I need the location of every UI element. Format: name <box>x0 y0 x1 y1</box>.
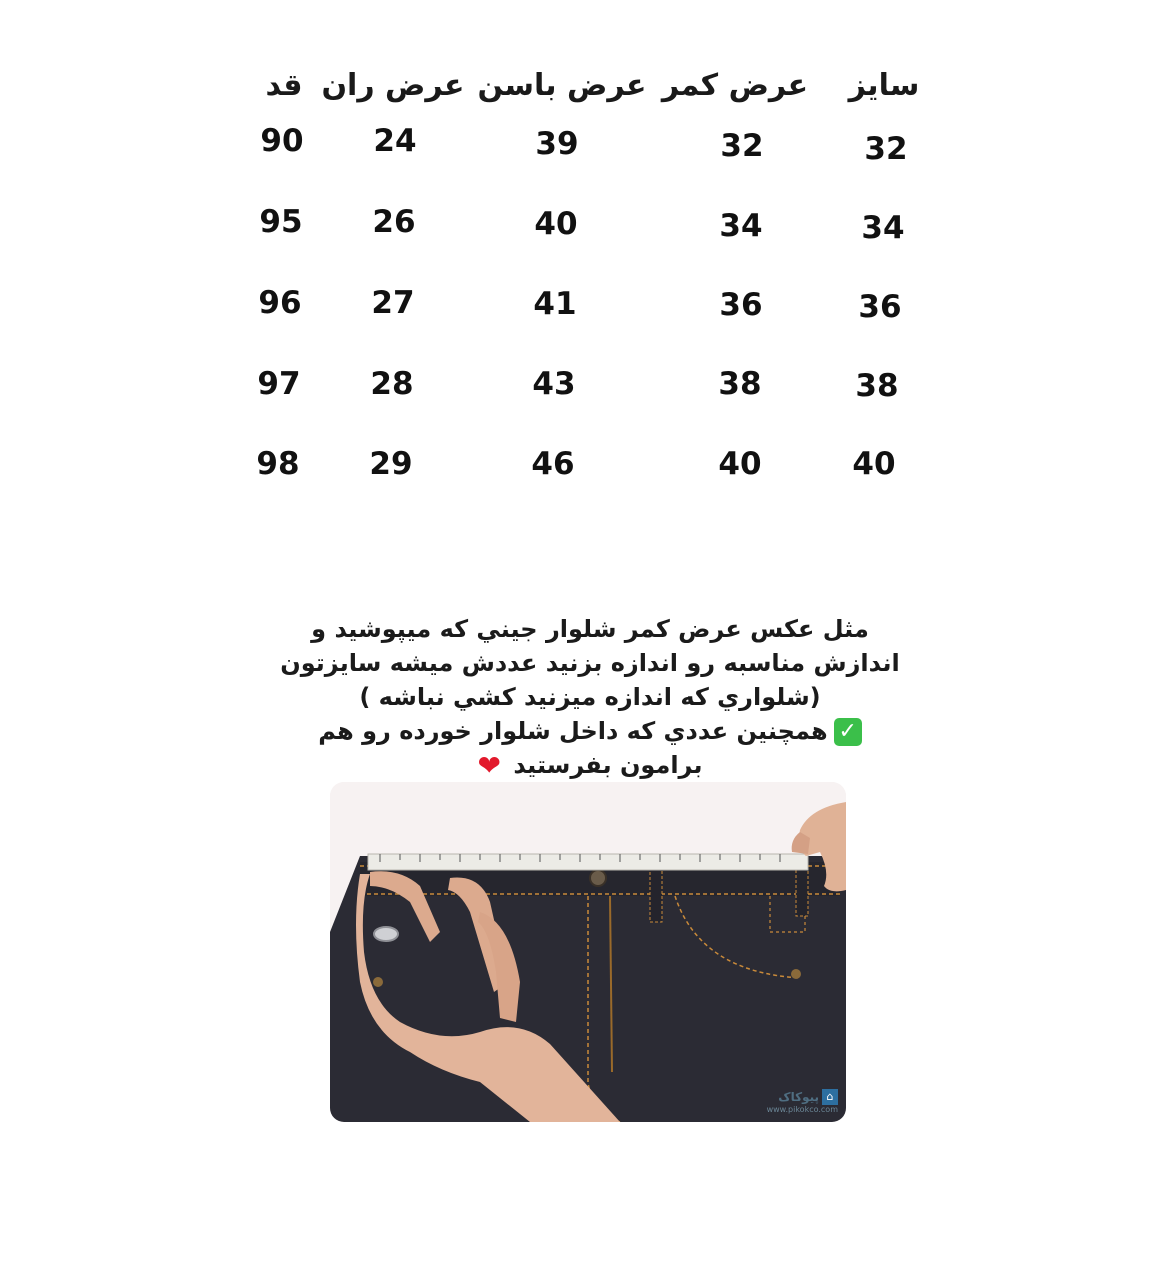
instruction-text: برامون بفرستيد <box>513 751 703 779</box>
cell-hip: 39 <box>535 126 579 162</box>
header-thigh: عرض ران <box>321 68 465 103</box>
measurement-instructions <box>235 612 945 783</box>
cell-length: 95 <box>259 204 303 240</box>
cell-thigh: 28 <box>370 366 414 402</box>
instruction-line: (شلواري كه اندازه ميزنيد كشي نباشه ) <box>359 683 821 711</box>
check-mark-button-icon: ✓ <box>834 718 862 746</box>
cell-waist: 40 <box>718 446 762 482</box>
cell-waist: 34 <box>719 208 763 244</box>
cell-hip: 43 <box>532 366 576 402</box>
brand-logo-icon: ⌂ <box>822 1089 838 1105</box>
cell-hip: 46 <box>531 446 575 482</box>
brand-url: www.pikokco.com <box>766 1105 838 1114</box>
cell-hip: 40 <box>534 206 578 242</box>
cell-thigh: 27 <box>371 285 415 321</box>
cell-waist: 38 <box>718 366 762 402</box>
cell-waist: 32 <box>720 128 764 164</box>
instruction-line: اندازش مناسبه رو اندازه بزنيد عددش ميشه سايزتون <box>280 649 900 677</box>
cell-thigh: 29 <box>369 446 413 482</box>
instruction-line <box>235 748 945 783</box>
header-length: قد <box>265 68 303 103</box>
header-waist: عرض کمر <box>661 68 809 103</box>
cell-thigh: 24 <box>373 123 417 159</box>
cell-length: 97 <box>257 366 301 402</box>
cell-waist: 36 <box>719 287 763 323</box>
cell-size: 34 <box>861 210 905 246</box>
cell-length: 98 <box>256 446 300 482</box>
red-heart-icon: ❤ <box>477 749 501 782</box>
cell-size: 32 <box>864 131 908 167</box>
cell-length: 96 <box>258 285 302 321</box>
cell-length: 90 <box>260 123 304 159</box>
size-table <box>0 0 1170 520</box>
instruction-line: مثل عکس عرض کمر شلوار جيني كه ميپوشيد و <box>311 615 869 643</box>
instruction-text: همچنين عددي كه داخل شلوار خورده رو هم <box>318 717 828 745</box>
instruction-line <box>235 714 945 748</box>
cell-size: 40 <box>852 446 896 482</box>
header-size: سایز <box>848 68 920 103</box>
cell-size: 36 <box>858 289 902 325</box>
brand-name: پیوکاک <box>778 1090 819 1104</box>
cell-thigh: 26 <box>372 204 416 240</box>
header-hip: عرض باسن <box>477 68 647 103</box>
cell-hip: 41 <box>533 286 577 322</box>
cell-size: 38 <box>855 368 899 404</box>
jeans-illustration <box>330 782 846 1122</box>
jeans-measurement-photo <box>330 782 846 1122</box>
brand-watermark <box>767 1086 838 1114</box>
